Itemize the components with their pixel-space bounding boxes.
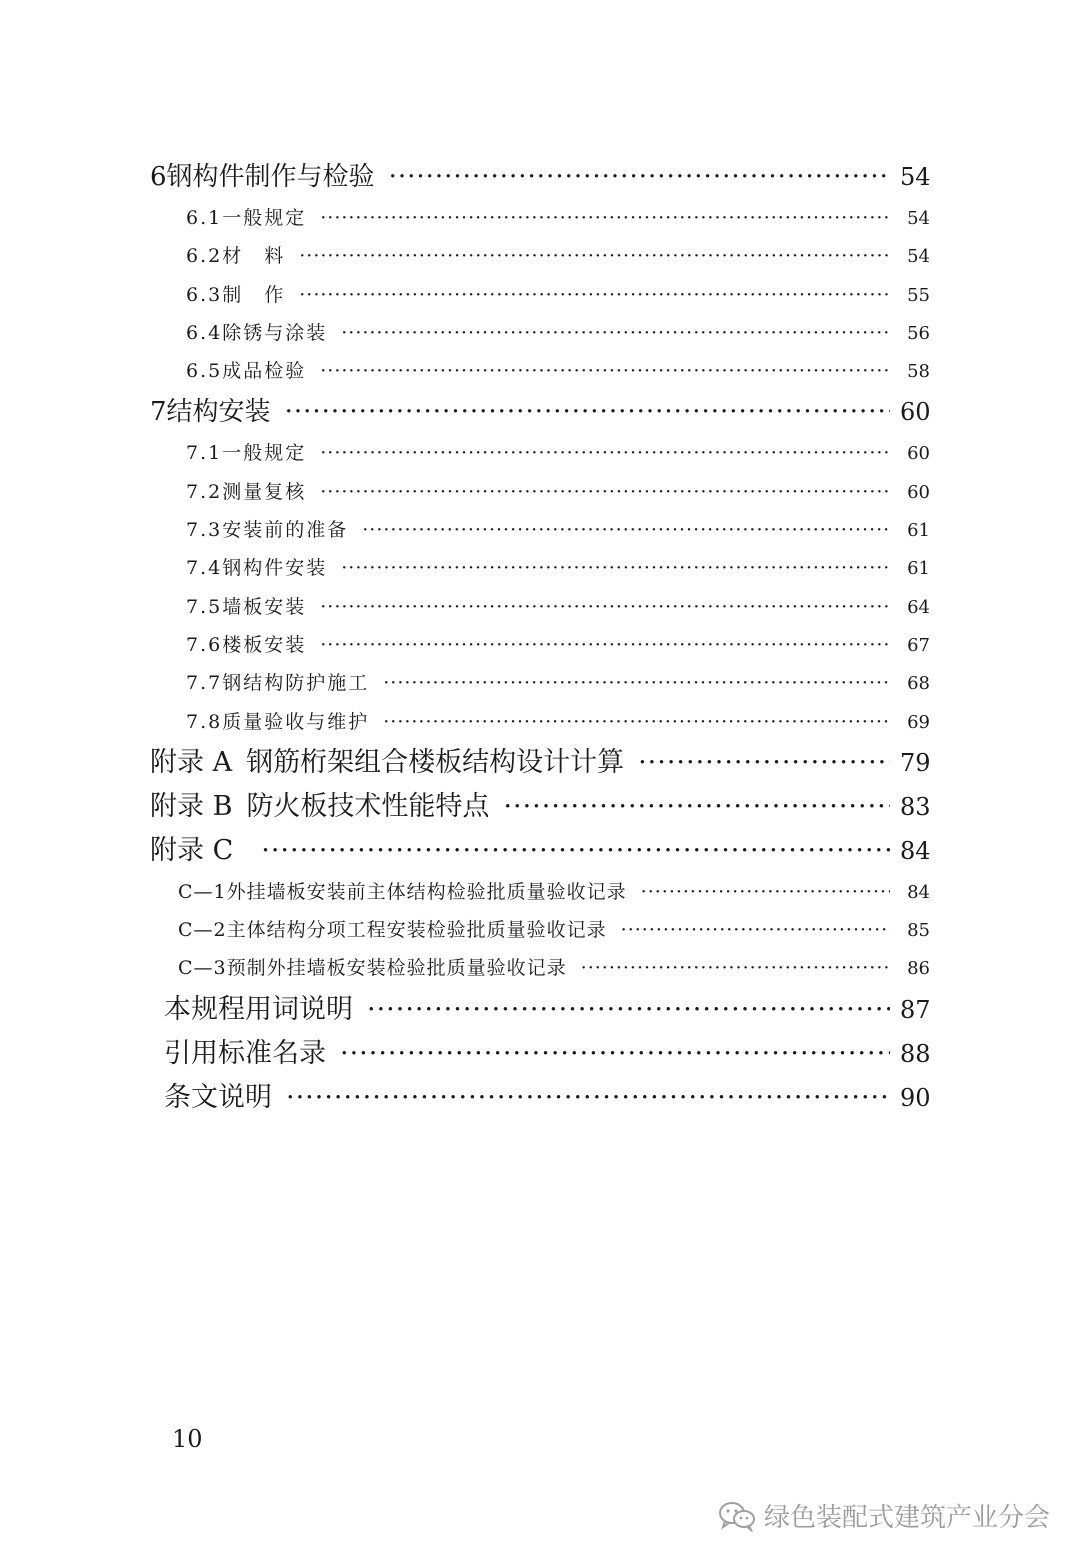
entry-title: 制 作 <box>222 283 286 306</box>
toc-entry[interactable] <box>150 434 930 472</box>
toc-entry[interactable] <box>150 511 930 549</box>
leader-dots <box>389 155 890 199</box>
toc-entry[interactable] <box>150 1032 930 1076</box>
leader-dots <box>383 664 890 702</box>
entry-number: 7 <box>150 397 167 428</box>
toc-entry[interactable] <box>150 626 930 664</box>
leader-dots <box>341 549 890 587</box>
toc-entry[interactable] <box>150 473 930 511</box>
entry-page: 85 <box>907 920 930 942</box>
entry-page: 88 <box>900 1039 931 1068</box>
entry-page: 84 <box>900 836 931 865</box>
entry-title: 本规程用词说明 <box>164 993 353 1025</box>
leader-dots <box>503 785 890 829</box>
toc-entry[interactable] <box>150 390 930 434</box>
entry-page: 60 <box>907 481 930 503</box>
entry-page: 54 <box>907 208 930 229</box>
leader-dots <box>383 703 890 741</box>
entry-number: 7.8 <box>186 710 223 733</box>
entry-title: 安装前的准备 <box>222 519 349 542</box>
entry-page: 60 <box>907 443 930 465</box>
leader-dots <box>641 873 890 911</box>
toc-entry[interactable] <box>150 155 930 199</box>
leader-dots <box>362 511 890 549</box>
entry-page: 54 <box>907 246 930 268</box>
leader-dots <box>320 588 890 626</box>
toc-entry[interactable] <box>150 703 930 741</box>
watermark <box>718 1497 1050 1534</box>
toc-entry[interactable] <box>150 741 930 785</box>
leader-dots <box>340 1032 890 1076</box>
entry-title: 一般规定 <box>222 207 307 229</box>
leader-dots <box>320 434 890 472</box>
entry-title: 条文说明 <box>164 1081 272 1113</box>
entry-number: 附录 C <box>150 834 234 866</box>
entry-title: 成品检验 <box>222 360 307 383</box>
leader-dots <box>621 911 890 949</box>
entry-page: 68 <box>907 673 930 695</box>
leader-dots <box>581 949 890 987</box>
entry-page: 58 <box>907 361 930 383</box>
wechat-icon <box>718 1500 756 1532</box>
toc-entry[interactable] <box>150 988 930 1032</box>
leader-dots <box>341 314 890 352</box>
toc-entry[interactable] <box>150 352 930 390</box>
toc-entry[interactable] <box>150 949 930 987</box>
entry-number: 6.2 <box>186 245 223 268</box>
entry-page: 69 <box>907 711 930 733</box>
entry-title: 除锈与涂装 <box>222 321 328 344</box>
entry-number: 7.5 <box>186 595 223 618</box>
leader-dots <box>299 276 890 314</box>
entry-page: 84 <box>907 881 930 903</box>
toc-entry[interactable] <box>150 237 930 275</box>
entry-number: 7.1 <box>186 442 223 465</box>
leader-dots <box>320 352 890 390</box>
entry-title: 预制外挂墙板安装检验批质量验收记录 <box>226 957 567 980</box>
leader-dots <box>367 988 890 1032</box>
leader-dots <box>638 741 890 785</box>
toc-entry[interactable] <box>150 785 930 829</box>
leader-dots <box>299 237 890 275</box>
entry-title: 引用标准名录 <box>164 1037 326 1069</box>
toc-entry[interactable] <box>150 276 930 314</box>
entry-title: 主体结构分项工程安装检验批质量验收记录 <box>226 919 607 942</box>
leader-dots <box>286 1076 890 1120</box>
entry-number: 7.7 <box>186 672 223 695</box>
entry-number: 附录 A <box>150 746 233 778</box>
entry-title: 钢结构防护施工 <box>222 672 370 695</box>
entry-title: 钢构件安装 <box>222 557 328 580</box>
entry-title: 防火板技术性能特点 <box>246 790 490 822</box>
leader-dots <box>320 473 890 511</box>
entry-number: C—1 <box>178 880 227 903</box>
toc-entry[interactable] <box>150 314 930 352</box>
entry-title: 楼板安装 <box>222 633 307 656</box>
toc-entry[interactable] <box>150 664 930 702</box>
entry-title: 材 料 <box>222 245 286 268</box>
leader-dots <box>320 626 890 664</box>
entry-page: 67 <box>907 634 930 656</box>
entry-number: 7.4 <box>186 557 223 580</box>
entry-page: 55 <box>907 284 930 306</box>
entry-page: 79 <box>900 748 931 777</box>
entry-page: 61 <box>907 520 930 542</box>
entry-page: 90 <box>900 1083 931 1112</box>
toc-entry[interactable] <box>150 829 930 873</box>
entry-number: 7.3 <box>186 519 223 542</box>
entry-title: 钢构件制作与检验 <box>166 162 375 192</box>
entry-title: 一般规定 <box>222 442 307 465</box>
entry-page: 86 <box>907 958 930 980</box>
toc-entry[interactable] <box>150 1076 930 1120</box>
entry-number: C—2 <box>178 919 227 942</box>
entry-page: 61 <box>907 558 930 580</box>
leader-dots <box>261 829 890 873</box>
toc-entry[interactable] <box>150 199 930 237</box>
entry-number: 附录 B <box>150 790 233 822</box>
entry-title: 墙板安装 <box>222 595 307 618</box>
toc-entry[interactable] <box>150 873 930 911</box>
watermark-text: 绿色装配式建筑产业分会 <box>763 1503 1050 1533</box>
entry-number: 6 <box>150 162 167 192</box>
entry-number: 7.2 <box>186 480 223 503</box>
entry-title: 测量复核 <box>222 480 307 503</box>
page-number: 10 <box>172 1425 203 1453</box>
entry-number: 6.3 <box>186 283 223 306</box>
leader-dots <box>320 199 890 237</box>
entry-title: 质量验收与维护 <box>222 710 370 733</box>
entry-title: 结构安装 <box>166 397 271 428</box>
entry-page: 60 <box>900 398 931 427</box>
entry-number: C—3 <box>178 957 227 980</box>
entry-number: 7.6 <box>186 633 223 656</box>
entry-page: 54 <box>900 163 931 191</box>
entry-page: 83 <box>900 792 931 821</box>
entry-number: 6.5 <box>186 360 223 383</box>
entry-page: 87 <box>900 995 931 1024</box>
entry-title: 钢筋桁架组合楼板结构设计计算 <box>246 746 625 778</box>
entry-title: 外挂墙板安装前主体结构检验批质量验收记录 <box>226 880 627 903</box>
table-of-contents <box>150 155 930 1120</box>
toc-entry[interactable] <box>150 588 930 626</box>
entry-number: 6.4 <box>186 321 223 344</box>
toc-entry[interactable] <box>150 911 930 949</box>
leader-dots <box>285 390 890 434</box>
entry-page: 64 <box>907 596 930 618</box>
toc-entry[interactable] <box>150 549 930 587</box>
entry-page: 56 <box>907 322 930 344</box>
entry-number: 6.1 <box>186 207 223 229</box>
